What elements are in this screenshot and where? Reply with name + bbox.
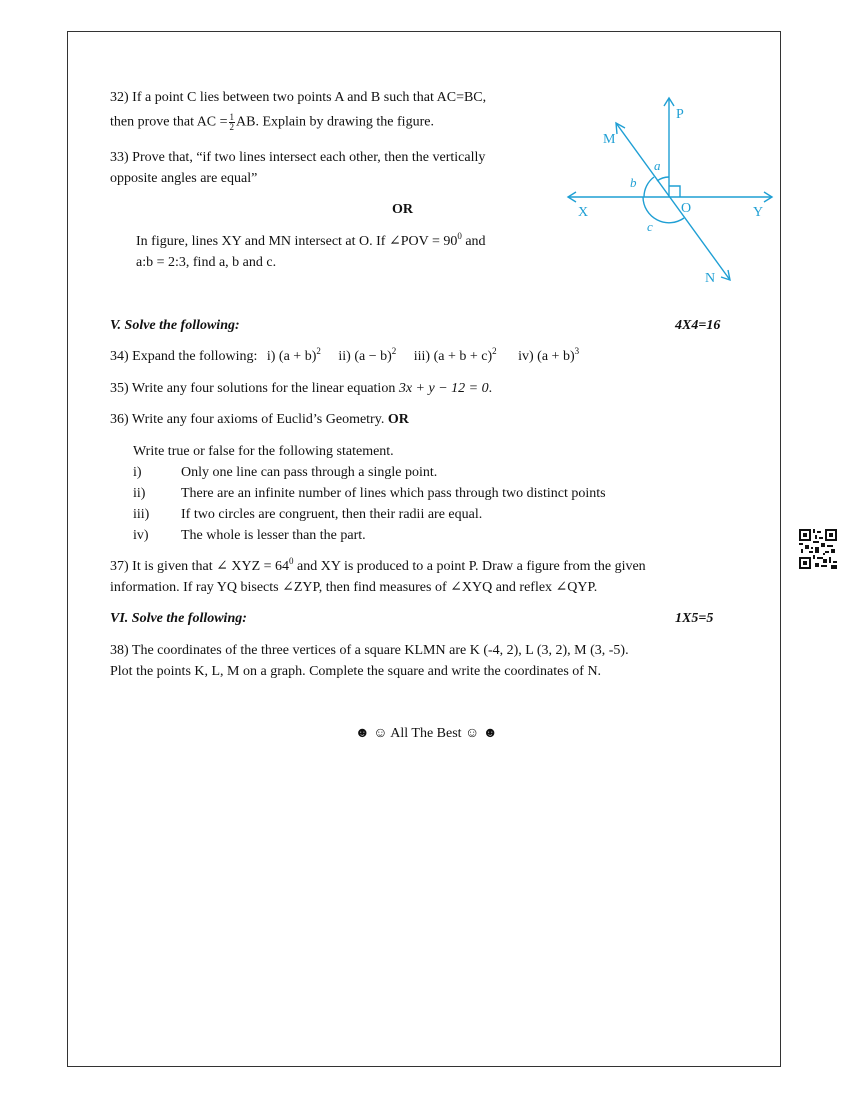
- q34-line: [110, 346, 580, 365]
- q33-line2: opposite angles are equal”: [110, 171, 258, 186]
- section-vi-title: VI. Solve the following:: [110, 611, 247, 626]
- q36-item-3-text: If two circles are congruent, then their radii are equal.: [181, 507, 483, 522]
- q37-line2: information. If ray YQ bisects ∠ZYP, then find measures of ∠XYQ and reflex ∠QYP.: [110, 580, 598, 595]
- q33-or: OR: [392, 202, 413, 217]
- label-o: O: [681, 201, 692, 216]
- q34-ii-text: ii) (a − b): [338, 349, 392, 364]
- q34-i-text: i) (a + b): [266, 349, 317, 364]
- fraction-denominator: 2: [229, 122, 235, 132]
- q33-alt-sup: 0: [457, 231, 462, 241]
- q35-pre: 35) Write any four solutions for the linear equation: [110, 381, 399, 396]
- q32-line2: [110, 113, 434, 132]
- q38-line1: 38) The coordinates of the three vertices of a square KLMN are K (-4, 2), L (3, 2), M (3, -5).: [110, 643, 629, 658]
- label-n: N: [705, 271, 716, 286]
- q34-iv-text: iv) (a + b): [518, 349, 575, 364]
- q34-prefix: 34) Expand the following:: [110, 349, 258, 364]
- q32-line2-post: AB. Explain by drawing the figure.: [236, 114, 434, 130]
- q37-pre: 37) It is given that ∠ XYZ = 64: [110, 559, 290, 574]
- q34-i-sup: 2: [316, 346, 321, 356]
- q34-ii-sup: 2: [391, 346, 397, 356]
- q33-alt-post: and: [461, 234, 486, 249]
- q36-item-2-num: ii): [133, 486, 146, 501]
- q36-item-4-text: The whole is lesser than the part.: [181, 528, 366, 543]
- q34-iii: [413, 346, 497, 364]
- qr-code-icon: [799, 529, 837, 569]
- q36-line: [110, 412, 409, 428]
- label-y: Y: [753, 205, 764, 220]
- q37-sup: 0: [289, 556, 294, 566]
- q36-intro: Write true or false for the following statement.: [133, 444, 394, 459]
- q37-post: and XY is produced to a point P. Draw a figure from the given: [293, 559, 646, 574]
- q35-line: [110, 381, 492, 397]
- footer-all-the-best: ☻ ☺ All The Best ☺ ☻: [355, 726, 498, 741]
- q33-alt-pre: In figure, lines XY and MN intersect at O. If ∠POV = 90: [136, 234, 458, 249]
- q34-iv-sup: 3: [574, 346, 580, 356]
- right-angle-mark: [669, 186, 680, 197]
- q34-iv: [518, 346, 580, 364]
- label-x: X: [578, 205, 589, 220]
- label-b: b: [630, 175, 637, 190]
- q32-line1: 32) If a point C lies between two points A and B such that AC=BC,: [110, 90, 487, 105]
- fraction-numerator: 1: [229, 112, 235, 122]
- arc-b: [644, 177, 654, 197]
- q36-item-4-num: iv): [133, 528, 149, 543]
- q34-i: [266, 346, 321, 364]
- section-v-marks: 4X4=16: [675, 318, 721, 333]
- q38-line2: Plot the points K, L, M on a graph. Complete the square and write the coordinates of N.: [110, 664, 602, 679]
- label-a: a: [654, 158, 661, 173]
- q35-equation: 3x + y − 12 = 0: [398, 381, 489, 396]
- q36-item-3-num: iii): [133, 507, 150, 522]
- q33-alt-line1: [136, 231, 486, 250]
- q34-ii: [338, 346, 397, 364]
- arc-a: [657, 177, 669, 181]
- q36-item-1-num: i): [133, 465, 142, 480]
- q35-post: .: [488, 381, 493, 396]
- q33-alt-line2: a:b = 2:3, find a, b and c.: [136, 255, 277, 270]
- label-c: c: [647, 219, 653, 234]
- intersecting-lines-figure: [560, 90, 780, 290]
- line-mn: [616, 123, 730, 280]
- q36-item-2-text: There are an infinite number of lines which pass through two distinct points: [181, 486, 606, 501]
- label-m: M: [603, 132, 616, 147]
- q34-iii-sup: 2: [492, 346, 497, 356]
- section-v-title: V. Solve the following:: [110, 318, 240, 333]
- section-vi-marks: 1X5=5: [675, 611, 714, 626]
- q36-or: OR: [387, 412, 409, 427]
- q32-line2-pre: then prove that AC =: [110, 114, 228, 130]
- q36-text: 36) Write any four axioms of Euclid’s Geometry.: [110, 412, 385, 427]
- q34-iii-text: iii) (a + b + c): [413, 349, 493, 364]
- q36-item-1-text: Only one line can pass through a single point.: [181, 465, 438, 480]
- q33-line1: 33) Prove that, “if two lines intersect each other, then the vertically: [110, 150, 486, 165]
- q37-line1: [110, 556, 646, 575]
- fraction-half: [229, 113, 236, 132]
- label-p: P: [676, 107, 684, 122]
